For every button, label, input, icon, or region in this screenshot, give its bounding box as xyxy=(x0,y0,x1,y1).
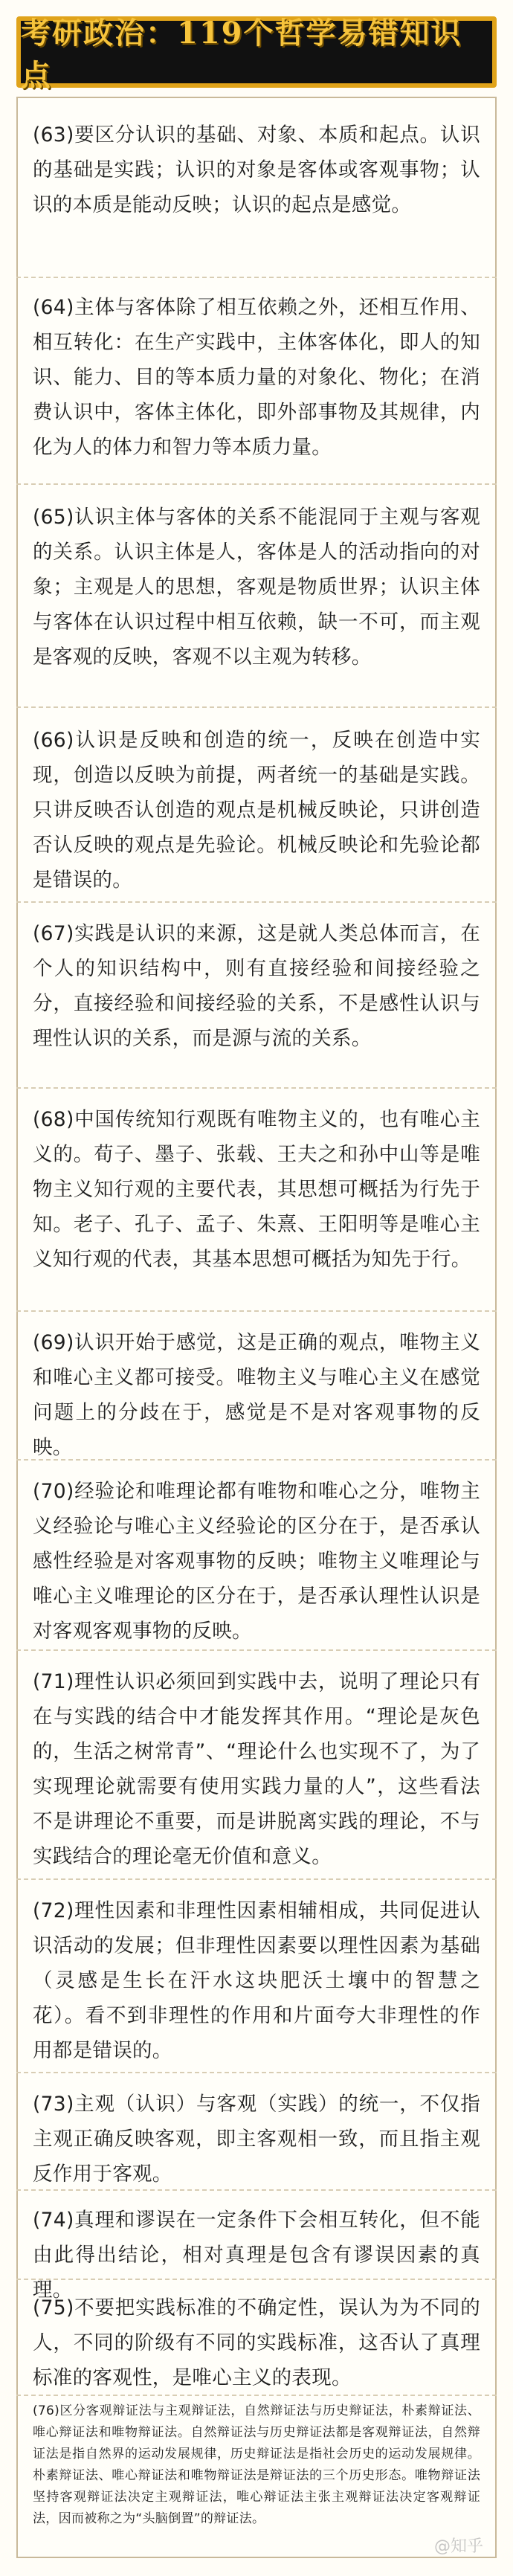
knowledge-point-67: (67)实践是认识的来源，这是就人类总体而言，在个人的知识结构中，则有直接经验和间接经验之分，直接经验和间接经验的关系，不是感性认识与理性认识的关系，而是源与流的关系。 xyxy=(33,922,480,1050)
separator xyxy=(16,277,497,278)
knowledge-point-72: (72)理性因素和非理性因素相辅相成，共同促进认识活动的发展；但非理性因素要以理性因素为基础（灵感是生长在汗水这块肥沃土壤中的智慧之花）。看不到非理性的作用和片面夸大非理性的作用都是错误的。 xyxy=(33,1899,480,2062)
separator xyxy=(16,1310,497,1312)
knowledge-point-69: (69)认识开始于感觉，这是正确的观点，唯物主义和唯心主义都可接受。唯物主义与唯心主义在感觉问题上的分歧在于，感觉是不是对客观事物的反映。 xyxy=(33,1331,480,1459)
knowledge-point-76: (76)区分客观辩证法与主观辩证法，自然辩证法与历史辩证法，朴素辩证法、唯心辩证法和唯物辩证法。自然辩证法与历史辩证法都是客观辩证法，自然辩证法是指自然界的运动发展规律，历史辩证法是指社会历史的运动发展规律。朴素辩证法、唯心辩证法和唯物辩证法是辩证法的三个历史形态。唯物辩证法坚持客观辩证法决定主观辩证法，唯心辩证法主张主观辩证法决定客观辩证法，因而被称之为“头脑倒置”的辩证法。 xyxy=(33,2403,480,2526)
knowledge-point-68: (68)中国传统知行观既有唯物主义的，也有唯心主义的。荀子、墨子、张载、王夫之和孙中山等是唯物主义知行观的主要代表，其思想可概括为行先于知。老子、孔子、孟子、朱熹、王阳明等是唯心主义知行观的代表，其基本思想可概括为知先于行。 xyxy=(33,1108,480,1271)
separator xyxy=(16,2072,497,2073)
knowledge-point-75: (75)不要把实践标准的不确定性，误认为为不同的人，不同的阶级有不同的实践标准，这否认了真理标准的客观性，是唯心主义的表现。 xyxy=(33,2296,480,2389)
page-title: 考研政治：119个哲学易错知识点 xyxy=(21,16,462,93)
separator xyxy=(16,2279,497,2280)
separator xyxy=(16,2189,497,2191)
title-banner xyxy=(16,16,497,93)
knowledge-point-74: (74)真理和谬误在一定条件下会相互转化，但不能由此得出结论，相对真理是包含有谬误因素的真理。 xyxy=(33,2209,480,2302)
knowledge-point-66: (66)认识是反映和创造的统一，反映在创造中实现，创造以反映为前提，两者统一的基础是实践。只讲反映否认创造的观点是机械反映论，只讲创造否认反映的观点是先验论。机械反映论和先验论都是错误的。 xyxy=(33,729,480,892)
separator xyxy=(16,1087,497,1089)
knowledge-point-71: (71)理性认识必须回到实践中去，说明了理论只有在与实践的结合中才能发挥其作用。“理论是灰色的，生活之树常青”、“理论什么也实现不了，为了实现理论就需要有使用实践力量的人”，这些看法不是讲理论不重要，而是讲脱离实践的理论，不与实践结合的理论毫无价值和意义。 xyxy=(33,1670,480,1868)
knowledge-point-63: (63)要区分认识的基础、对象、本质和起点。认识的基础是实践；认识的对象是客体或客观事物；认识的本质是能动反映；认识的起点是感觉。 xyxy=(33,123,480,216)
watermark: @知乎 xyxy=(433,2537,483,2556)
separator xyxy=(16,1459,497,1461)
separator xyxy=(16,1878,497,1880)
separator xyxy=(16,706,497,708)
knowledge-point-65: (65)认识主体与客体的关系不能混同于主观与客观的关系。认识主体是人，客体是人的活动指向的对象；主观是人的思想，客观是物质世界；认识主体与客体在认识过程中相互依赖，缺一不可，而主观是客观的反映，客观不以主观为转移。 xyxy=(33,506,480,669)
separator xyxy=(16,2395,497,2396)
separator xyxy=(16,901,497,903)
separator xyxy=(16,483,497,485)
knowledge-point-70: (70)经验论和唯理论都有唯物和唯心之分，唯物主义经验论与唯心主义经验论的区分在于，是否承认感性经验是对客观事物的反映；唯物主义唯理论与唯心主义唯理论的区分在于，是否承认理性认识是对客观客观事物的反映。 xyxy=(33,1480,480,1643)
separator xyxy=(16,1649,497,1651)
knowledge-point-64: (64)主体与客体除了相互依赖之外，还相互作用、相互转化：在生产实践中，主体客体化，即人的知识、能力、目的等本质力量的对象化、物化；在消费认识中，客体主体化，即外部事物及其规律，内化为人的体力和智力等本质力量。 xyxy=(33,296,480,459)
knowledge-point-73: (73)主观（认识）与客观（实践）的统一，不仅指主观正确反映客观，即主客观相一致，而且指主观反作用于客观。 xyxy=(33,2093,480,2186)
